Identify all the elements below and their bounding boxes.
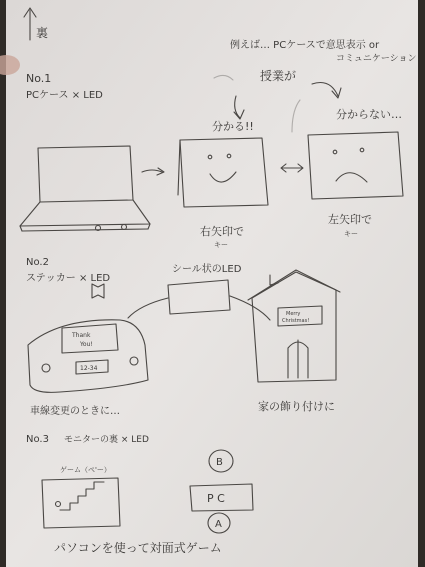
top-note-line2: コミュニケーション	[336, 54, 417, 64]
license-plate: 12-34	[80, 365, 98, 372]
top-note: 裏	[36, 26, 49, 40]
section3-title: モニターの裏 × LED	[64, 435, 149, 445]
happy-label: 分かる!!	[212, 120, 254, 133]
section1-title: PCケース × LED	[26, 90, 103, 101]
section3-number: No.3	[26, 434, 49, 445]
car-window-line1: Thank	[72, 332, 91, 339]
game-label: ゲーム（ぺ'ー）	[60, 466, 111, 474]
section2-title: ステッカー × LED	[26, 273, 111, 284]
sticker-caption: シール状のLED	[172, 264, 242, 275]
speech-label: 授業が	[260, 69, 297, 83]
section3-footer: パソコンを使って対面式ゲーム	[54, 541, 222, 555]
a-button-label: A	[215, 519, 222, 530]
house-caption: 家の飾り付けに	[258, 400, 335, 413]
left-arrow-caption: 左矢印で	[328, 213, 372, 226]
sad-label: 分からない…	[336, 108, 402, 121]
pc-label: P C	[207, 492, 225, 505]
house-sign-line2: Christmas!	[282, 318, 310, 324]
left-arrow-sub: キー	[344, 230, 358, 238]
car-caption: 車線変更のときに…	[30, 406, 120, 417]
right-arrow-caption: 右矢印で	[200, 225, 244, 238]
right-arrow-sub: キー	[214, 241, 228, 249]
b-button-label: B	[216, 457, 223, 468]
section2-number: No.2	[26, 257, 49, 268]
top-note-line1: 例えば… PCケースで意思表示 or	[230, 40, 380, 51]
section1-number: No.1	[26, 72, 52, 85]
house-sign-line1: Merry	[286, 311, 301, 317]
car-window-line2: You!	[80, 341, 93, 348]
